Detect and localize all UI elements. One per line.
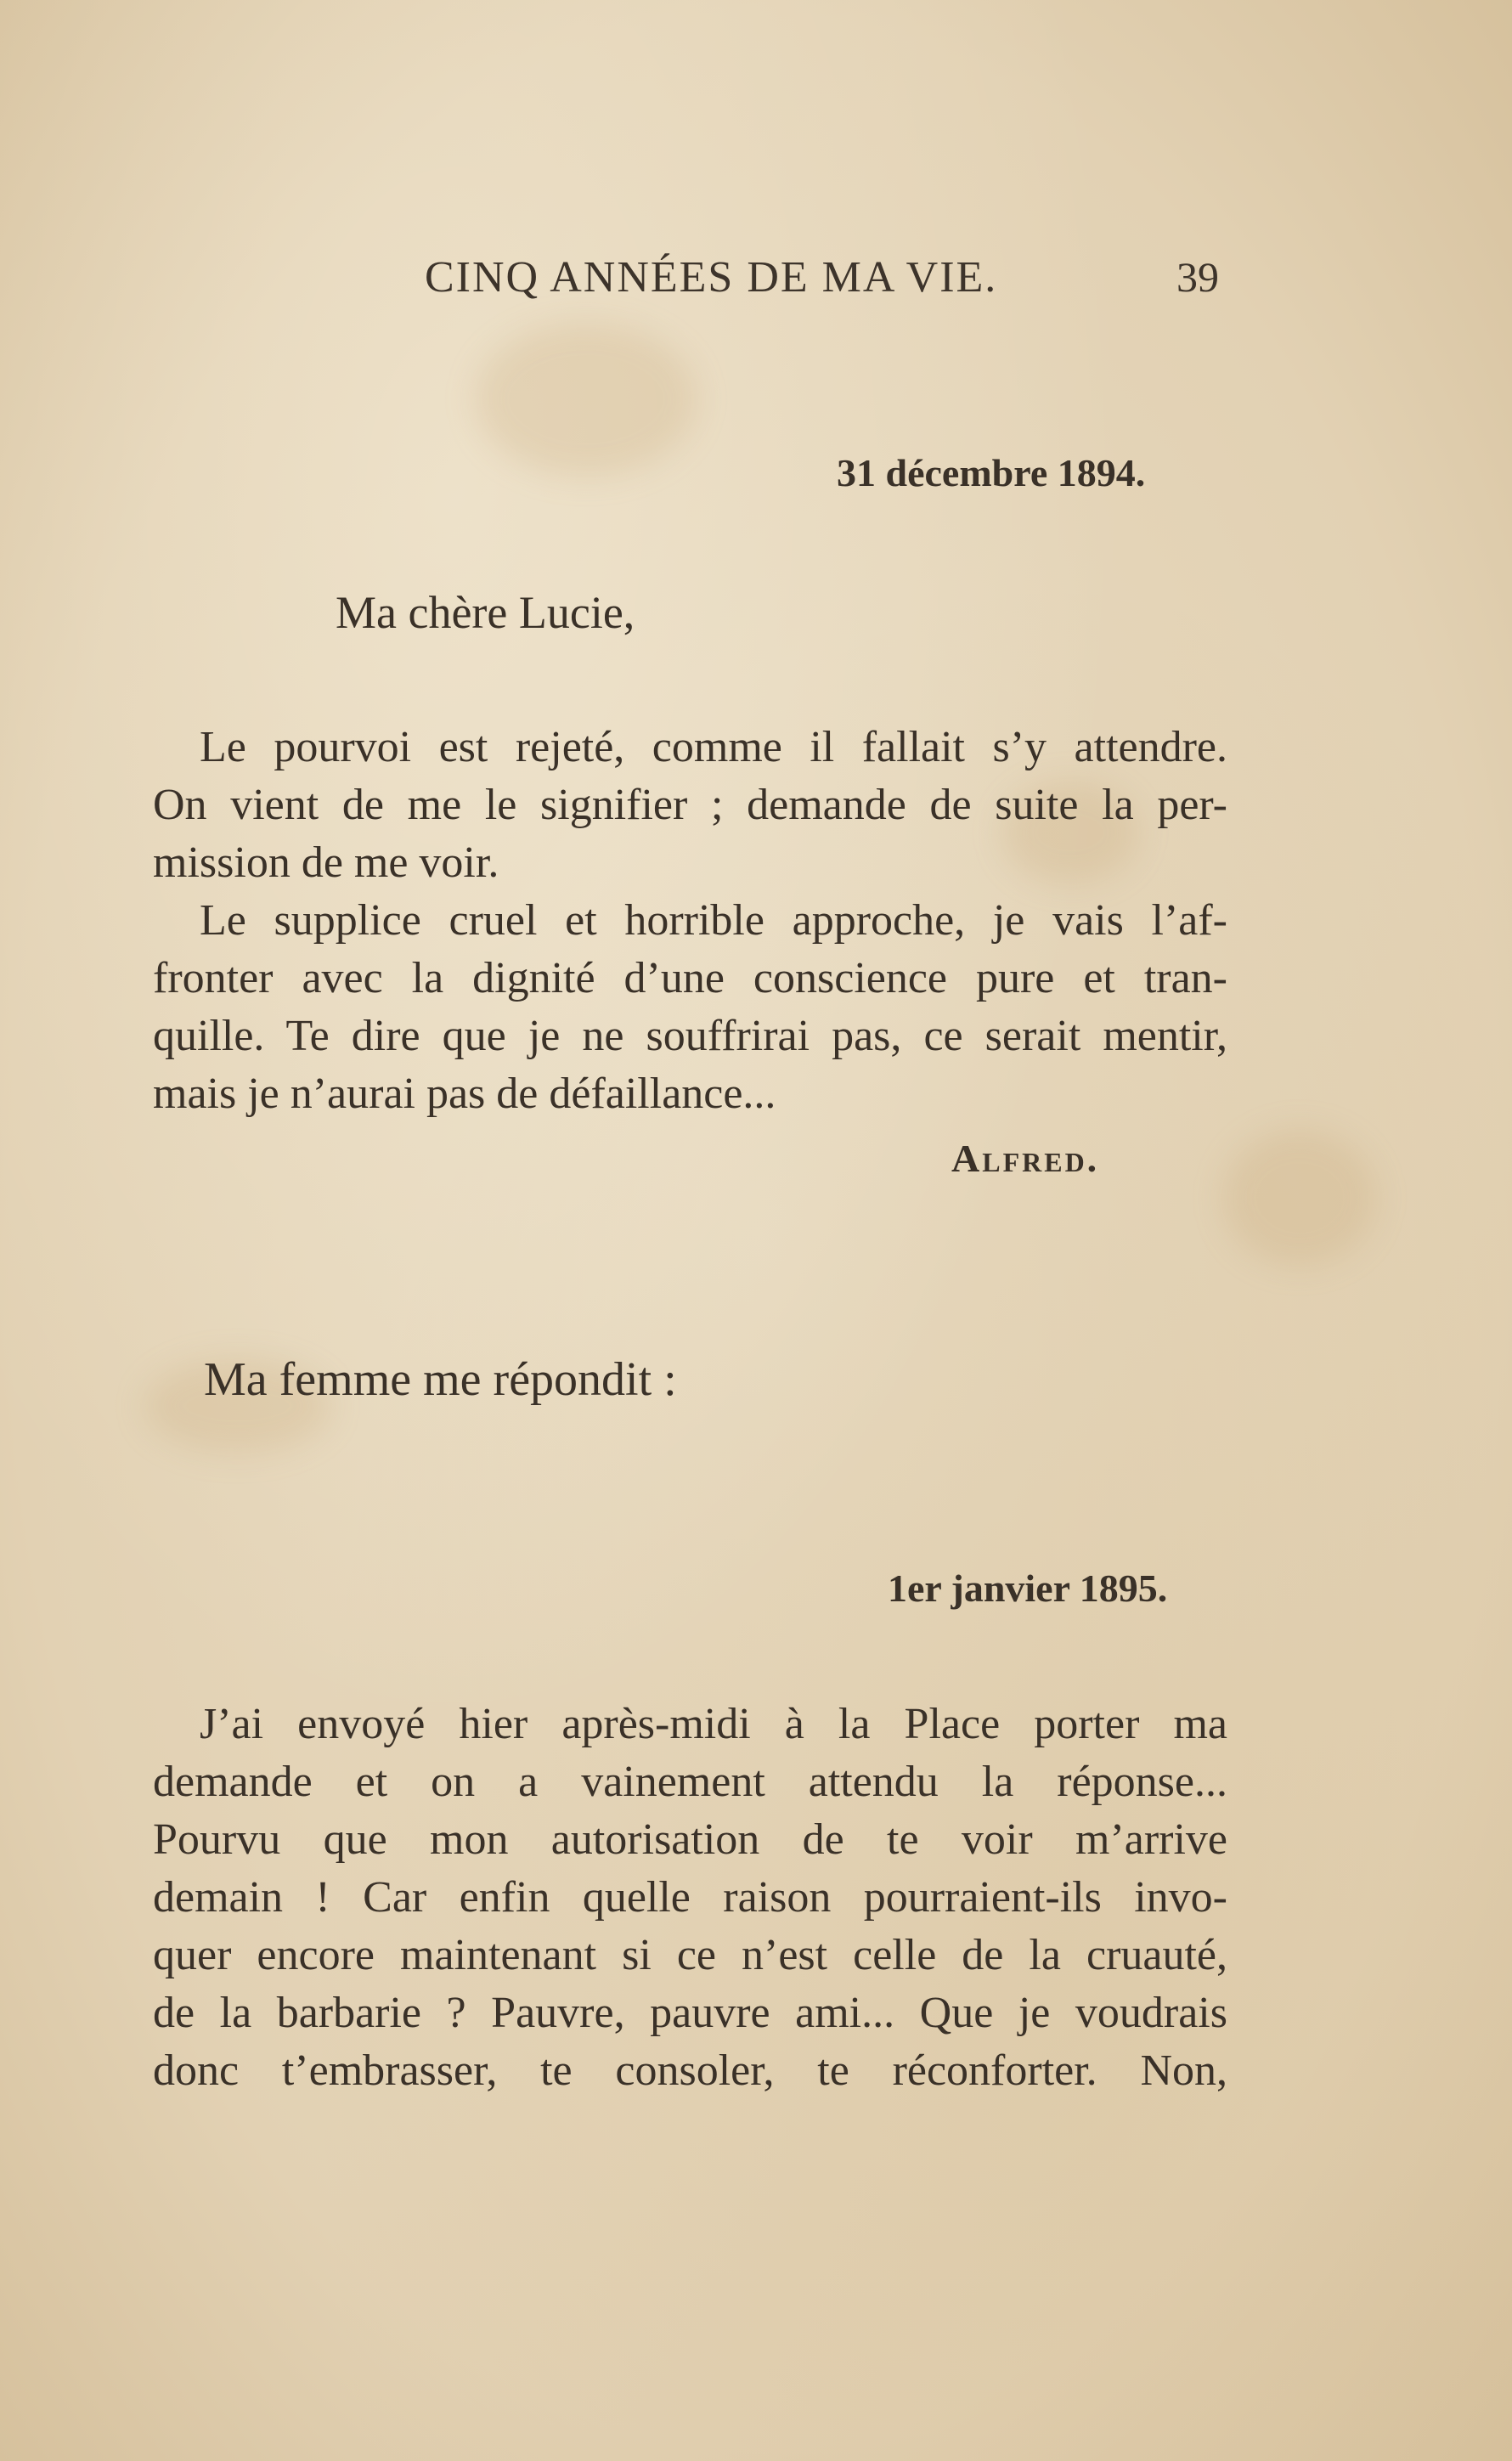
- text-line: Pourvu que mon autorisation de te voir m’arrive: [153, 1815, 1227, 1864]
- letter-body: [153, 1696, 1227, 2100]
- letter-signature: Alfred.: [951, 1137, 1100, 1180]
- running-title: CINQ ANNÉES DE MA VIE.: [425, 253, 998, 302]
- text-line: mission de me voir.: [153, 838, 499, 887]
- text-line: donc t’embrasser, te consoler, te réconforter. Non,: [153, 2046, 1227, 2095]
- letter-body: [153, 719, 1227, 1123]
- text-line: quer encore maintenant si ce n’est celle de la cruauté,: [153, 1931, 1227, 1979]
- text-line: fronter avec la dignité d’une conscience pure et tran-: [153, 954, 1227, 1002]
- text-line: demain ! Car enfin quelle raison pourraient-ils invo-: [153, 1873, 1227, 1922]
- text-line: Le pourvoi est rejeté, comme il fallait s’y attendre.: [200, 723, 1227, 771]
- letter-date: 31 décembre 1894.: [837, 451, 1146, 494]
- text-line: J’ai envoyé hier après-midi à la Place porter ma: [200, 1700, 1227, 1748]
- narrative-intro: Ma femme me répondit :: [204, 1353, 677, 1406]
- letter-salutation: Ma chère Lucie,: [336, 587, 635, 638]
- page-header: [425, 252, 1219, 303]
- text-line: demande et on a vainement attendu la réponse...: [153, 1758, 1227, 1806]
- letter-date: 1er janvier 1895.: [888, 1566, 1168, 1610]
- page-number: 39: [1176, 253, 1219, 301]
- text-line: de la barbarie ? Pauvre, pauvre ami... Que je voudrais: [153, 1989, 1227, 2037]
- paper-stain: [1223, 1130, 1376, 1266]
- text-line: quille. Te dire que je ne souffrirai pas, ce serait mentir,: [153, 1012, 1227, 1060]
- paper-stain: [476, 323, 697, 476]
- text-line: mais je n’aurai pas de défaillance...: [153, 1070, 776, 1118]
- text-line: Le supplice cruel et horrible approche, je vais l’af-: [200, 896, 1227, 945]
- text-line: On vient de me le signifier ; demande de suite la per-: [153, 781, 1227, 829]
